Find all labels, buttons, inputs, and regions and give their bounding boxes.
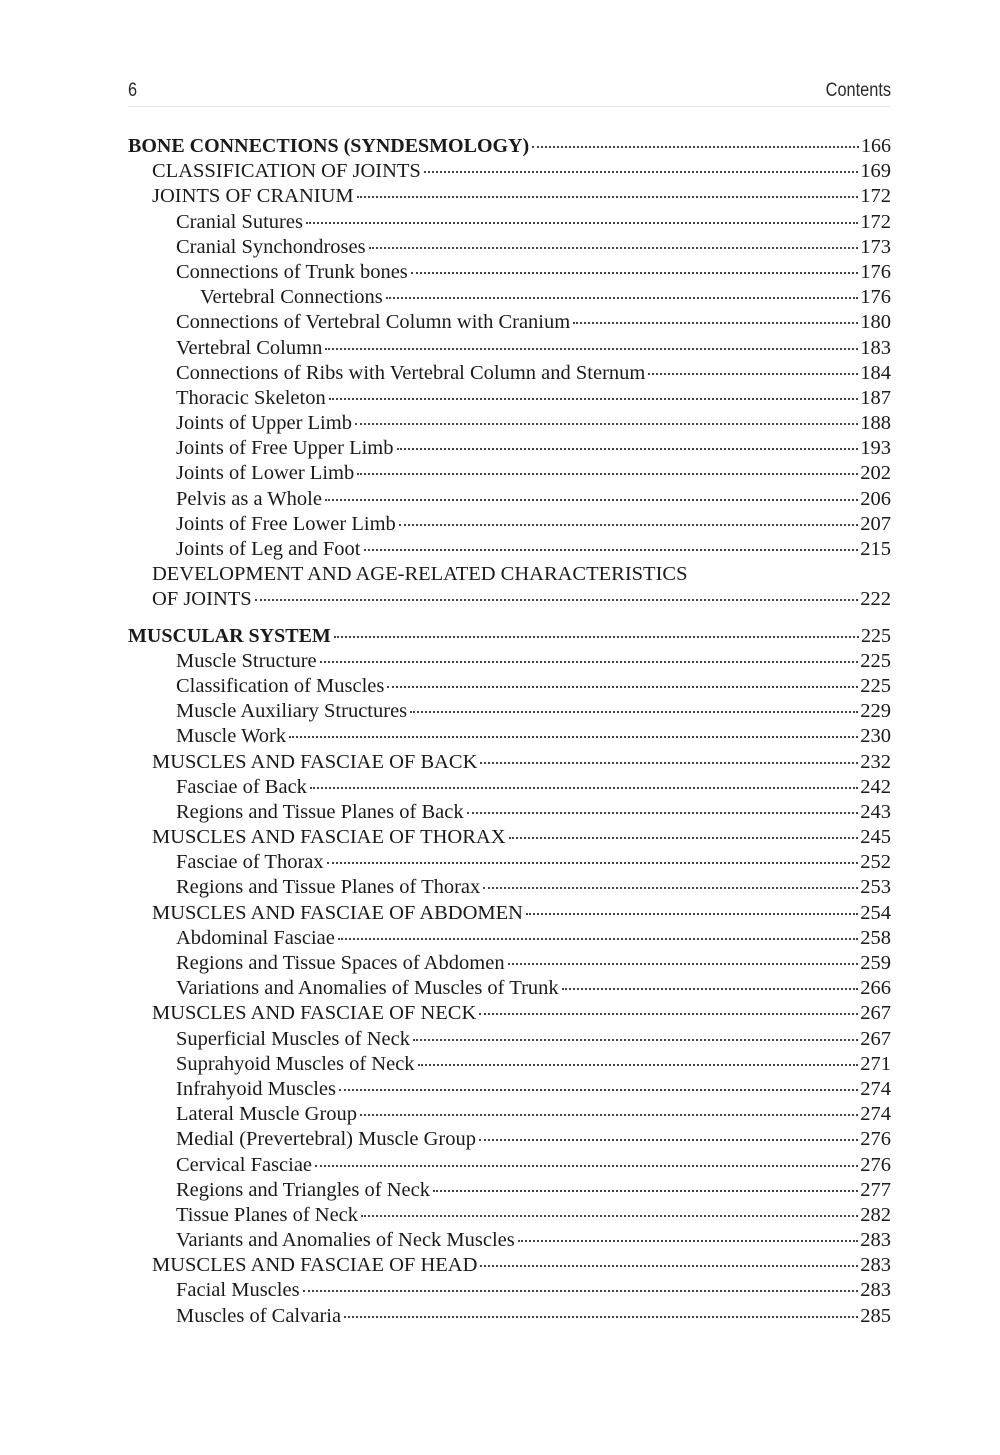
toc-entry-title: Joints of Free Upper Limb (176, 437, 394, 460)
toc-entry-title: Regions and Tissue Planes of Thorax (176, 876, 481, 899)
toc-entry[interactable] (128, 1001, 891, 1026)
toc-entry-page: 173 (860, 235, 891, 258)
toc-entry[interactable] (128, 1027, 891, 1052)
toc-entry[interactable] (128, 1278, 891, 1303)
toc-entry-page: 207 (860, 512, 891, 535)
toc-entry-title: Cranial Synchondroses (176, 235, 366, 258)
toc-entry-title: Joints of Lower Limb (176, 462, 355, 485)
dot-leader (310, 787, 858, 789)
page-header (128, 80, 891, 107)
toc-entry[interactable] (128, 285, 891, 310)
dot-leader (325, 499, 858, 501)
toc-entry[interactable] (128, 1077, 891, 1102)
dot-leader (508, 963, 859, 965)
dot-leader (339, 1089, 858, 1091)
toc-entry-page: 258 (860, 926, 891, 949)
toc-entry-page: 225 (860, 674, 891, 697)
toc-entry-title: Connections of Ribs with Vertebral Column and Sternum (176, 361, 646, 384)
toc-entry[interactable] (128, 210, 891, 235)
dot-leader (325, 348, 858, 350)
toc-entry[interactable] (128, 361, 891, 386)
toc-entry[interactable] (128, 1102, 891, 1127)
page-number: 6 (128, 80, 138, 101)
dot-leader (303, 1290, 859, 1292)
dot-leader (315, 1165, 858, 1167)
toc-entry-title: Joints of Upper Limb (176, 412, 352, 435)
toc-entry-page: 271 (860, 1052, 891, 1075)
dot-leader (361, 1215, 858, 1217)
toc-entry-title: JOINTS OF CRANIUM (152, 185, 354, 208)
toc-entry-title: Connections of Vertebral Column with Cranium (176, 311, 571, 334)
toc-entry[interactable] (128, 1178, 891, 1203)
dot-leader (483, 887, 858, 889)
toc-entry-page: 180 (860, 311, 891, 334)
dot-leader (648, 373, 858, 375)
toc-entry[interactable] (128, 134, 891, 159)
toc-entry[interactable] (128, 1052, 891, 1077)
toc-entry-title: Vertebral Column (176, 336, 323, 359)
toc-entry[interactable] (128, 487, 891, 512)
dot-leader (518, 1240, 859, 1242)
toc-entry-page: 225 (861, 624, 891, 647)
toc-entry[interactable] (128, 1304, 891, 1329)
toc-entry-title: DEVELOPMENT AND AGE-RELATED CHARACTERISTICS (152, 563, 688, 586)
toc-entry-title: Cranial Sutures (176, 210, 303, 233)
toc-entry-page: 274 (860, 1077, 891, 1100)
dot-leader (562, 988, 859, 990)
toc-entry-page: 222 (860, 588, 891, 611)
toc-entry-page: 206 (860, 487, 891, 510)
toc-entry[interactable] (128, 699, 891, 724)
toc-entry-title: Suprahyoid Muscles of Neck (176, 1052, 415, 1075)
toc-entry-page: 166 (861, 135, 891, 157)
toc-entry-page: 230 (860, 725, 891, 748)
dot-leader (306, 222, 858, 224)
toc-entry[interactable] (128, 875, 891, 900)
dot-leader (327, 862, 859, 864)
dot-leader (399, 524, 858, 526)
toc-entry-title: Muscle Structure (176, 649, 317, 672)
toc-entry[interactable] (128, 674, 891, 699)
toc-entry[interactable] (128, 436, 891, 461)
toc-entry[interactable] (128, 624, 891, 649)
dot-leader (480, 1265, 858, 1267)
dot-leader (480, 762, 858, 764)
toc-entry[interactable] (128, 976, 891, 1001)
running-title: Contents (825, 80, 891, 101)
dot-leader (509, 837, 859, 839)
toc-entry-page: 276 (860, 1153, 891, 1176)
dot-leader (329, 398, 859, 400)
dot-leader (344, 1316, 858, 1318)
toc-entry[interactable] (128, 184, 891, 209)
dot-leader (413, 1039, 858, 1041)
toc-entry-title: Tissue Planes of Neck (176, 1203, 359, 1226)
toc-entry[interactable] (128, 901, 891, 926)
toc-entry-title: Muscle Auxiliary Structures (176, 700, 408, 723)
toc-entry-page: 276 (860, 1128, 891, 1151)
toc-entry-page: 267 (860, 1002, 891, 1025)
toc-entry-page: 229 (860, 700, 891, 723)
dot-leader (355, 423, 858, 425)
toc-entry-page: 259 (860, 952, 891, 974)
toc-entry-title: MUSCULAR SYSTEM (128, 624, 331, 647)
toc-entry-page: 252 (860, 851, 891, 874)
dot-leader (532, 146, 859, 148)
toc-entry[interactable] (128, 951, 891, 976)
dot-leader (338, 938, 858, 940)
dot-leader (479, 1139, 858, 1141)
toc-entry-title: Classification of Muscles (176, 674, 385, 697)
toc-entry-title: Regions and Triangles of Neck (176, 1178, 430, 1201)
toc-entry[interactable] (128, 649, 891, 674)
toc-entry-title: Joints of Leg and Foot (176, 538, 361, 560)
dot-leader (411, 272, 858, 274)
toc-entry-title: Superficial Muscles of Neck (176, 1027, 410, 1050)
toc-entry-page: 283 (860, 1254, 891, 1277)
dot-leader (369, 247, 859, 249)
toc-entry-title: MUSCLES AND FASCIAE OF HEAD (152, 1254, 478, 1277)
toc-entry[interactable] (128, 159, 891, 184)
toc-entry-title: Muscles of Calvaria (176, 1304, 342, 1327)
toc-entry-page: 253 (860, 876, 891, 899)
toc-entry[interactable] (128, 1203, 891, 1228)
toc-entry-page: 232 (860, 750, 891, 773)
toc-entry-page: 183 (860, 336, 891, 359)
toc-entry-page: 172 (860, 185, 891, 208)
dot-leader (357, 473, 858, 475)
toc-entry-title: Fasciae of Back (176, 775, 307, 798)
toc-entry-page: 202 (860, 462, 891, 485)
toc-entry-title: CLASSIFICATION OF JOINTS (152, 160, 421, 183)
dot-leader (397, 448, 859, 450)
toc-entry-title: Regions and Tissue Spaces of Abdomen (176, 952, 505, 974)
dot-leader (360, 1114, 858, 1116)
toc-entry[interactable] (128, 1153, 891, 1178)
toc-entry-title: Cervical Fasciae (176, 1153, 313, 1176)
dot-leader (424, 171, 858, 173)
toc-entry-page: 176 (860, 260, 891, 283)
dot-leader (320, 661, 859, 663)
toc-entry[interactable] (128, 1228, 891, 1253)
dot-leader (410, 711, 858, 713)
toc-entry-title: BONE CONNECTIONS (SYNDESMOLOGY) (128, 135, 530, 157)
toc-entry-page: 176 (860, 286, 891, 309)
toc-entry-page: 169 (860, 160, 891, 183)
toc-entry[interactable] (128, 411, 891, 436)
dot-leader (255, 599, 859, 601)
toc-entry-page: 266 (860, 977, 891, 1000)
toc-entry-page: 283 (860, 1279, 891, 1302)
toc-entry-title: Pelvis as a Whole (176, 487, 322, 510)
toc-entry[interactable] (128, 926, 891, 951)
toc-entry-page: 243 (860, 800, 891, 823)
toc-entry-title: Joints of Free Lower Limb (176, 512, 396, 535)
toc-entry-title: MUSCLES AND FASCIAE OF THORAX (152, 826, 506, 849)
toc-entry-page: 172 (860, 210, 891, 233)
toc-entry-page: 225 (860, 649, 891, 672)
toc-entry-page: 254 (860, 901, 891, 924)
dot-leader (387, 686, 858, 688)
toc-entry[interactable] (128, 512, 891, 537)
toc-entry[interactable] (128, 537, 891, 562)
dot-leader (526, 913, 858, 915)
toc-entry-page: 245 (860, 826, 891, 849)
toc-entry[interactable] (128, 336, 891, 361)
dot-leader (386, 297, 859, 299)
toc-entry-title: Fasciae of Thorax (176, 851, 324, 874)
dot-leader (573, 322, 858, 324)
toc-entry-title: Medial (Prevertebral) Muscle Group (176, 1128, 476, 1151)
toc-entry[interactable] (128, 461, 891, 486)
toc-entry-page: 277 (860, 1178, 891, 1201)
toc-entry-page: 187 (860, 386, 891, 409)
toc-entry[interactable] (128, 1127, 891, 1152)
toc-entry[interactable] (128, 260, 891, 285)
table-of-contents (128, 134, 891, 1329)
toc-entry-page: 215 (860, 538, 891, 560)
toc-entry-title: OF JOINTS (152, 588, 252, 611)
toc-entry-title: Lateral Muscle Group (176, 1103, 358, 1126)
toc-entry-page: 285 (860, 1304, 891, 1327)
dot-leader (479, 1013, 858, 1015)
dot-leader (364, 549, 859, 551)
toc-entry-title: Muscle Work (176, 725, 287, 748)
toc-entry-title: Vertebral Connections (200, 286, 383, 309)
toc-entry-page: 184 (860, 361, 891, 384)
dot-leader (334, 636, 859, 638)
toc-entry[interactable] (128, 235, 891, 260)
toc-entry-title: Connections of Trunk bones (176, 260, 408, 283)
toc-entry-title: MUSCLES AND FASCIAE OF NECK (152, 1002, 477, 1025)
dot-leader (467, 812, 859, 814)
toc-entry[interactable] (128, 386, 891, 411)
toc-entry[interactable] (128, 1253, 891, 1278)
toc-entry-title: Abdominal Fasciae (176, 926, 335, 949)
toc-entry[interactable] (128, 775, 891, 800)
toc-entry-page: 282 (860, 1203, 891, 1226)
toc-entry-page: 267 (860, 1027, 891, 1050)
toc-entry[interactable] (128, 750, 891, 775)
toc-entry-page: 242 (860, 775, 891, 798)
dot-leader (418, 1064, 859, 1066)
toc-entry-title: MUSCLES AND FASCIAE OF BACK (152, 750, 478, 773)
toc-entry-page: 188 (860, 412, 891, 435)
toc-entry[interactable] (128, 850, 891, 875)
toc-entry-title: Variants and Anomalies of Neck Muscles (176, 1229, 515, 1252)
toc-entry[interactable] (128, 724, 891, 749)
toc-entry[interactable] (128, 800, 891, 825)
toc-entry-title: Regions and Tissue Planes of Back (176, 800, 464, 823)
dot-leader (433, 1190, 858, 1192)
toc-entry-page: 283 (860, 1229, 891, 1252)
dot-leader (357, 196, 859, 198)
toc-entry-title: Variations and Anomalies of Muscles of Trunk (176, 977, 559, 1000)
toc-entry[interactable] (128, 825, 891, 850)
dot-leader (289, 736, 858, 738)
toc-entry[interactable] (128, 310, 891, 335)
toc-entry[interactable] (128, 562, 891, 587)
toc-entry-title: Infrahyoid Muscles (176, 1077, 336, 1100)
toc-entry[interactable] (128, 587, 891, 612)
toc-entry-page: 193 (860, 437, 891, 460)
toc-entry-page: 274 (860, 1103, 891, 1126)
toc-entry-title: MUSCLES AND FASCIAE OF ABDOMEN (152, 901, 523, 924)
toc-entry-title: Thoracic Skeleton (176, 386, 326, 409)
toc-entry-title: Facial Muscles (176, 1279, 300, 1302)
